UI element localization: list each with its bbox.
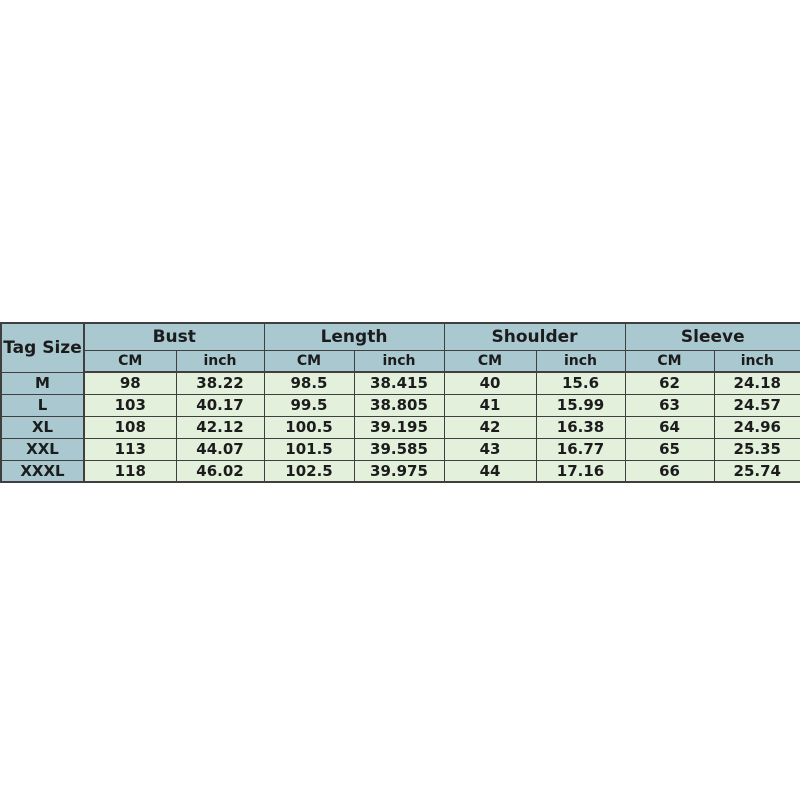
- cell-shoulder-inch: 16.77: [536, 438, 625, 460]
- cell-shoulder-cm: 41: [444, 394, 536, 416]
- cell-bust-cm: 108: [84, 416, 176, 438]
- cell-bust-cm: 98: [84, 372, 176, 394]
- group-header-sleeve: Sleeve: [625, 323, 800, 351]
- table-row-m: [1, 372, 800, 394]
- cell-length-inch: 39.585: [354, 438, 444, 460]
- cell-shoulder-inch: 15.99: [536, 394, 625, 416]
- corner-header-tag-size: Tag Size: [1, 323, 84, 372]
- cell-sleeve-cm: 65: [625, 438, 714, 460]
- group-header-bust: Bust: [84, 323, 264, 351]
- cell-bust-inch: 40.17: [176, 394, 264, 416]
- cell-shoulder-cm: 40: [444, 372, 536, 394]
- cell-length-inch: 38.415: [354, 372, 444, 394]
- cell-length-inch: 39.975: [354, 460, 444, 482]
- unit-header-sleeve-inch: inch: [714, 351, 800, 373]
- cell-shoulder-inch: 15.6: [536, 372, 625, 394]
- row-tag: XXL: [1, 438, 84, 460]
- unit-header-shoulder-cm: CM: [444, 351, 536, 373]
- cell-bust-cm: 113: [84, 438, 176, 460]
- cell-length-cm: 98.5: [264, 372, 354, 394]
- cell-length-cm: 101.5: [264, 438, 354, 460]
- cell-length-cm: 102.5: [264, 460, 354, 482]
- cell-shoulder-inch: 16.38: [536, 416, 625, 438]
- row-tag: XL: [1, 416, 84, 438]
- cell-length-cm: 100.5: [264, 416, 354, 438]
- cell-bust-cm: 103: [84, 394, 176, 416]
- table-row-xxl: [1, 438, 800, 460]
- size-chart-table: [0, 322, 800, 483]
- group-header-shoulder: Shoulder: [444, 323, 625, 351]
- cell-sleeve-inch: 25.35: [714, 438, 800, 460]
- cell-shoulder-cm: 42: [444, 416, 536, 438]
- cell-length-cm: 99.5: [264, 394, 354, 416]
- cell-sleeve-inch: 25.74: [714, 460, 800, 482]
- unit-header-bust-cm: CM: [84, 351, 176, 373]
- cell-bust-inch: 44.07: [176, 438, 264, 460]
- cell-sleeve-cm: 64: [625, 416, 714, 438]
- cell-sleeve-inch: 24.57: [714, 394, 800, 416]
- row-tag: L: [1, 394, 84, 416]
- cell-bust-inch: 42.12: [176, 416, 264, 438]
- size-chart: [0, 322, 800, 483]
- cell-bust-inch: 46.02: [176, 460, 264, 482]
- unit-header-shoulder-inch: inch: [536, 351, 625, 373]
- cell-length-inch: 39.195: [354, 416, 444, 438]
- cell-sleeve-cm: 66: [625, 460, 714, 482]
- cell-sleeve-cm: 62: [625, 372, 714, 394]
- row-tag: XXXL: [1, 460, 84, 482]
- unit-header-bust-inch: inch: [176, 351, 264, 373]
- table-row-l: [1, 394, 800, 416]
- cell-sleeve-inch: 24.18: [714, 372, 800, 394]
- cell-shoulder-cm: 43: [444, 438, 536, 460]
- unit-header-length-cm: CM: [264, 351, 354, 373]
- cell-shoulder-cm: 44: [444, 460, 536, 482]
- group-header-row: [1, 323, 800, 351]
- group-header-length: Length: [264, 323, 444, 351]
- cell-bust-cm: 118: [84, 460, 176, 482]
- cell-sleeve-cm: 63: [625, 394, 714, 416]
- table-row-xxxl: [1, 460, 800, 482]
- cell-sleeve-inch: 24.96: [714, 416, 800, 438]
- cell-bust-inch: 38.22: [176, 372, 264, 394]
- unit-header-length-inch: inch: [354, 351, 444, 373]
- table-row-xl: [1, 416, 800, 438]
- cell-shoulder-inch: 17.16: [536, 460, 625, 482]
- row-tag: M: [1, 372, 84, 394]
- unit-header-sleeve-cm: CM: [625, 351, 714, 373]
- cell-length-inch: 38.805: [354, 394, 444, 416]
- unit-header-row: [1, 351, 800, 373]
